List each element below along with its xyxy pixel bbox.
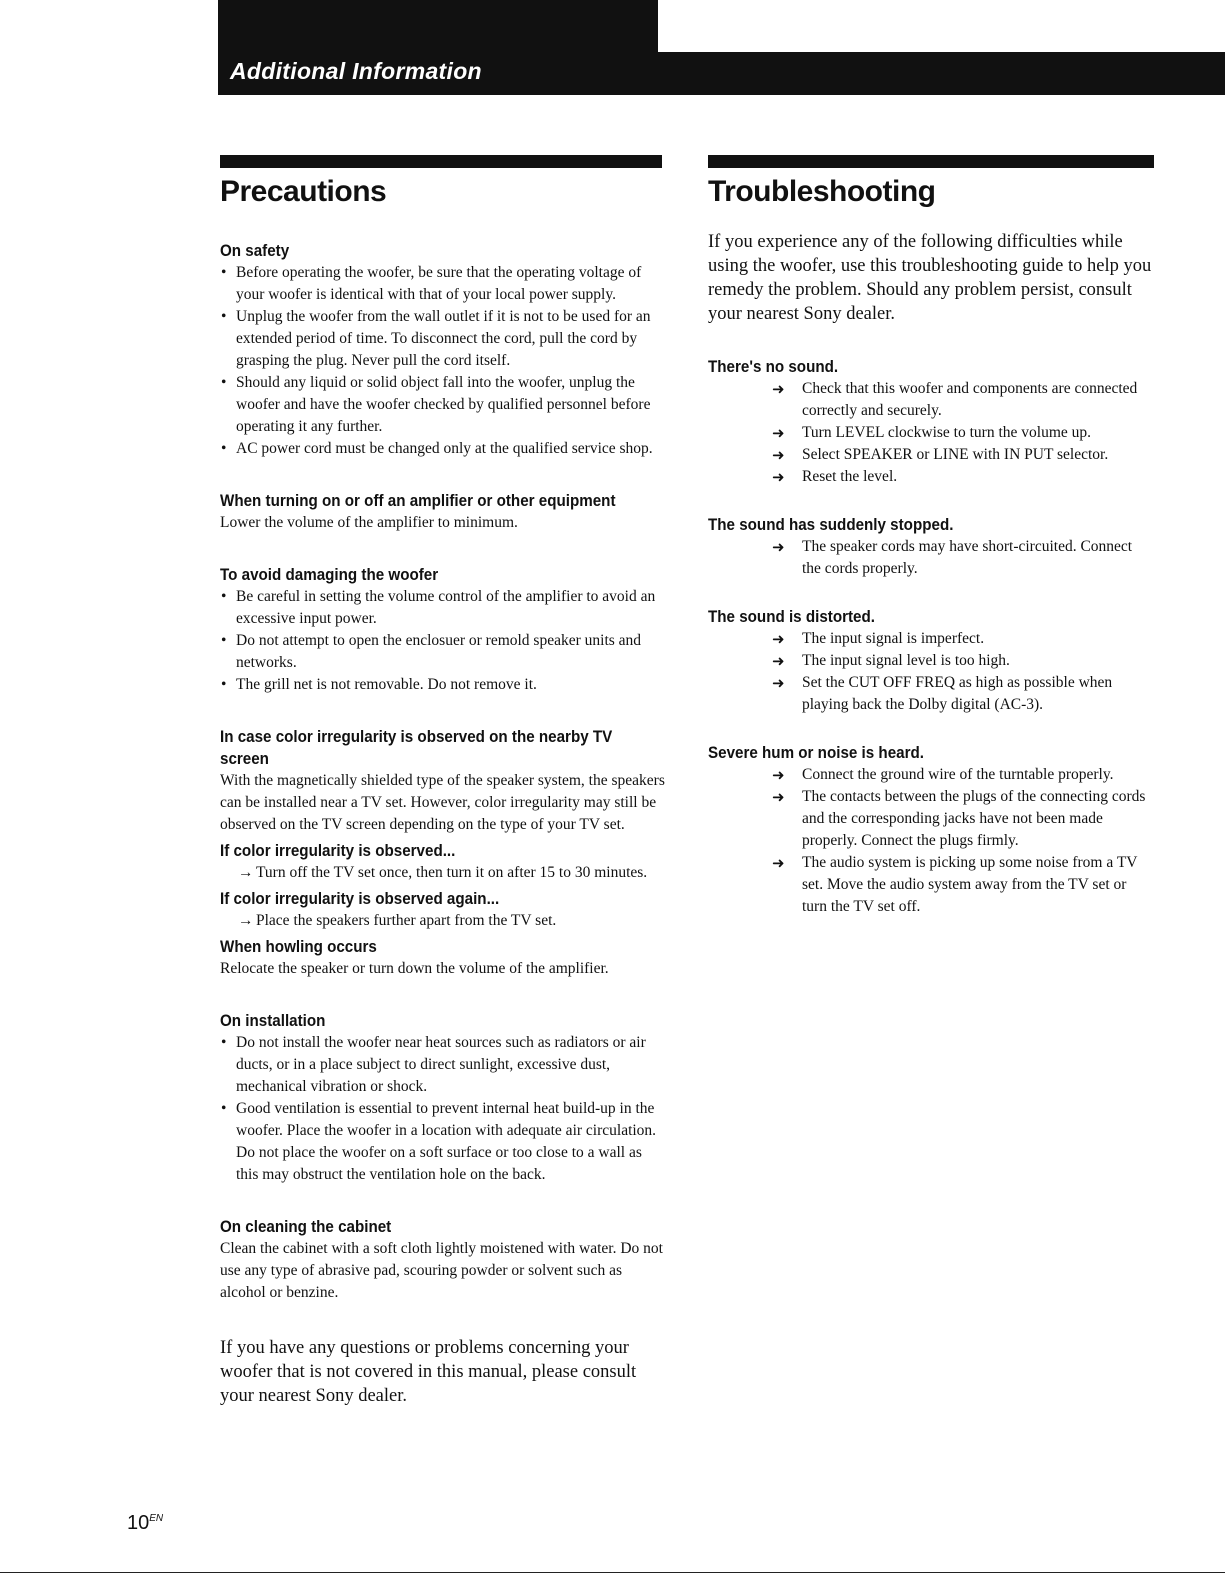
no-sound-section	[708, 356, 1153, 488]
cleaning-section	[220, 1216, 665, 1304]
color-sub2-line	[220, 910, 665, 932]
troubleshooting-intro: If you experience any of the following difficulties while using the woofer, use this troubleshooting guide to help you remedy the problem. Should any problem persist, consult your nearest Sony dealer.	[708, 232, 1152, 324]
arrow-icon: ➜	[772, 766, 785, 784]
installation-section	[220, 1010, 665, 1186]
list-item	[772, 650, 1153, 672]
turning-heading: When turning on or off an amplifier or other equipment	[220, 492, 616, 510]
item-text: The speaker cords may have short-circuited. Connect the cords properly.	[802, 538, 1133, 577]
list-item: • Do not install the woofer near heat sources such as radiators or air ducts, or in a place subject to direct sunlight, excessive dust, mechanical vibration or shock.	[220, 1032, 665, 1098]
color-text: With the magnetically shielded type of the speaker system, the speakers can be installed near a TV set. However, color irregularity may still be observed on the TV screen depending on the type of your TV set.	[220, 772, 665, 833]
arrow-icon: ➜	[772, 446, 785, 464]
item-text: Set the CUT OFF FREQ as high as possible when playing back the Dolby digital (AC-3).	[802, 674, 1113, 713]
color-sub1-text: Turn off the TV set once, then turn it on after 15 to 30 minutes.	[256, 864, 648, 881]
item-text: Check that this woofer and components are connected correctly and securely.	[802, 380, 1138, 419]
closing-note: If you have any questions or problems concerning your woofer that is not covered in this manual, please consult your nearest Sony dealer.	[220, 1338, 637, 1406]
color-sub1-line	[220, 862, 665, 884]
stopped-heading: The sound has suddenly stopped.	[708, 516, 954, 534]
heading-rule	[708, 155, 1154, 168]
list-item: • Unplug the woofer from the wall outlet if it is not to be used for an extended period of time. To disconnect the cord, pull the cord by grasping the plug. Never pull the cord itself.	[220, 306, 665, 372]
turning-text: Lower the volume of the amplifier to minimum.	[220, 514, 518, 531]
cleaning-heading: On cleaning the cabinet	[220, 1218, 392, 1236]
item-text: The input signal is imperfect.	[802, 630, 985, 647]
stopped-list	[772, 536, 1153, 580]
heading-rule	[220, 155, 662, 168]
turning-section	[220, 490, 665, 534]
stopped-section	[708, 514, 1153, 580]
hum-heading: Severe hum or noise is heard.	[708, 744, 924, 762]
page-number	[127, 1512, 163, 1535]
color-sub3-heading: When howling occurs	[220, 938, 377, 956]
no-sound-heading: There's no sound.	[708, 358, 839, 376]
cleaning-text: Clean the cabinet with a soft cloth lightly moistened with water. Do not use any type of abrasive pad, scouring powder or solvent such as alcohol or benzine.	[220, 1240, 663, 1301]
list-item	[772, 628, 1153, 650]
list-item	[772, 786, 1153, 852]
installation-heading: On installation	[220, 1012, 326, 1030]
page-number-value: 10	[127, 1512, 150, 1534]
arrow-icon: ➜	[772, 468, 785, 486]
list-item	[772, 378, 1153, 422]
list-item: • The grill net is not removable. Do not remove it.	[220, 674, 665, 696]
precautions-column	[220, 155, 665, 1408]
list-item: • Do not attempt to open the enclosuer or remold speaker units and networks.	[220, 630, 665, 674]
arrow-icon: ➜	[772, 380, 785, 398]
avoid-section	[220, 564, 665, 696]
distorted-list	[772, 628, 1153, 716]
list-item	[772, 852, 1153, 918]
color-section	[220, 726, 665, 980]
precautions-title: Precautions	[220, 175, 387, 208]
distorted-heading: The sound is distorted.	[708, 608, 875, 626]
safety-list	[220, 262, 665, 460]
arrow-icon: ➜	[772, 538, 785, 556]
arrow-icon: ➜	[772, 788, 785, 806]
page-edge-line	[0, 1572, 1225, 1573]
list-item: • AC power cord must be changed only at the qualified service shop.	[220, 438, 665, 460]
arrow-icon: →	[238, 912, 254, 929]
hum-list	[772, 764, 1153, 918]
hum-section	[708, 742, 1153, 918]
item-text: Turn LEVEL clockwise to turn the volume up.	[802, 424, 1092, 441]
list-item	[772, 422, 1153, 444]
banner-title: Additional Information	[230, 58, 482, 84]
safety-heading: On safety	[220, 242, 290, 260]
list-item	[772, 764, 1153, 786]
color-sub2-text: Place the speakers further apart from the TV set.	[256, 912, 557, 929]
list-item	[772, 672, 1153, 716]
list-item: • Be careful in setting the volume control of the amplifier to avoid an excessive input power.	[220, 586, 665, 630]
list-item: • Before operating the woofer, be sure that the operating voltage of your woofer is identical with that of your local power supply.	[220, 262, 665, 306]
item-text: The contacts between the plugs of the connecting cords and the corresponding jacks have not been made properly. Connect the plugs firmly.	[802, 788, 1146, 849]
arrow-icon: ➜	[772, 854, 785, 872]
list-item	[772, 466, 1153, 488]
arrow-icon: ➜	[772, 652, 785, 670]
list-item	[772, 536, 1153, 580]
troubleshooting-title: Troubleshooting	[708, 175, 936, 208]
item-text: Select SPEAKER or LINE with IN PUT selector.	[802, 446, 1109, 463]
item-text: The audio system is picking up some noise from a TV set. Move the audio system away from the TV set or turn the TV set off.	[802, 854, 1138, 915]
safety-section	[220, 240, 665, 460]
color-sub1-heading: If color irregularity is observed...	[220, 842, 456, 860]
section-banner	[218, 0, 1225, 95]
arrow-icon: ➜	[772, 424, 785, 442]
color-sub3-text: Relocate the speaker or turn down the volume of the amplifier.	[220, 960, 609, 977]
item-text: The input signal level is too high.	[802, 652, 1010, 669]
list-item	[772, 444, 1153, 466]
avoid-heading: To avoid damaging the woofer	[220, 566, 439, 584]
avoid-list	[220, 586, 665, 696]
page-number-suffix: EN	[149, 1513, 164, 1524]
item-text: Reset the level.	[802, 468, 898, 485]
color-heading: In case color irregularity is observed on the nearby TV screen	[220, 728, 613, 768]
list-item: • Should any liquid or solid object fall into the woofer, unplug the woofer and have the woofer checked by qualified personnel before operating it any further.	[220, 372, 665, 438]
arrow-icon: ➜	[772, 674, 785, 692]
color-sub2-heading: If color irregularity is observed again...	[220, 890, 500, 908]
arrow-icon: →	[238, 864, 254, 881]
troubleshooting-column	[708, 155, 1153, 918]
no-sound-list	[772, 378, 1153, 488]
item-text: Connect the ground wire of the turntable properly.	[802, 766, 1114, 783]
list-item: • Good ventilation is essential to prevent internal heat build-up in the woofer. Place the woofer in a location with adequate air circulation. Do not place the woofer on a soft surface or too close to a wall as this may obstruct the ventilation hole on the back.	[220, 1098, 665, 1186]
arrow-icon: ➜	[772, 630, 785, 648]
installation-list	[220, 1032, 665, 1186]
distorted-section	[708, 606, 1153, 716]
